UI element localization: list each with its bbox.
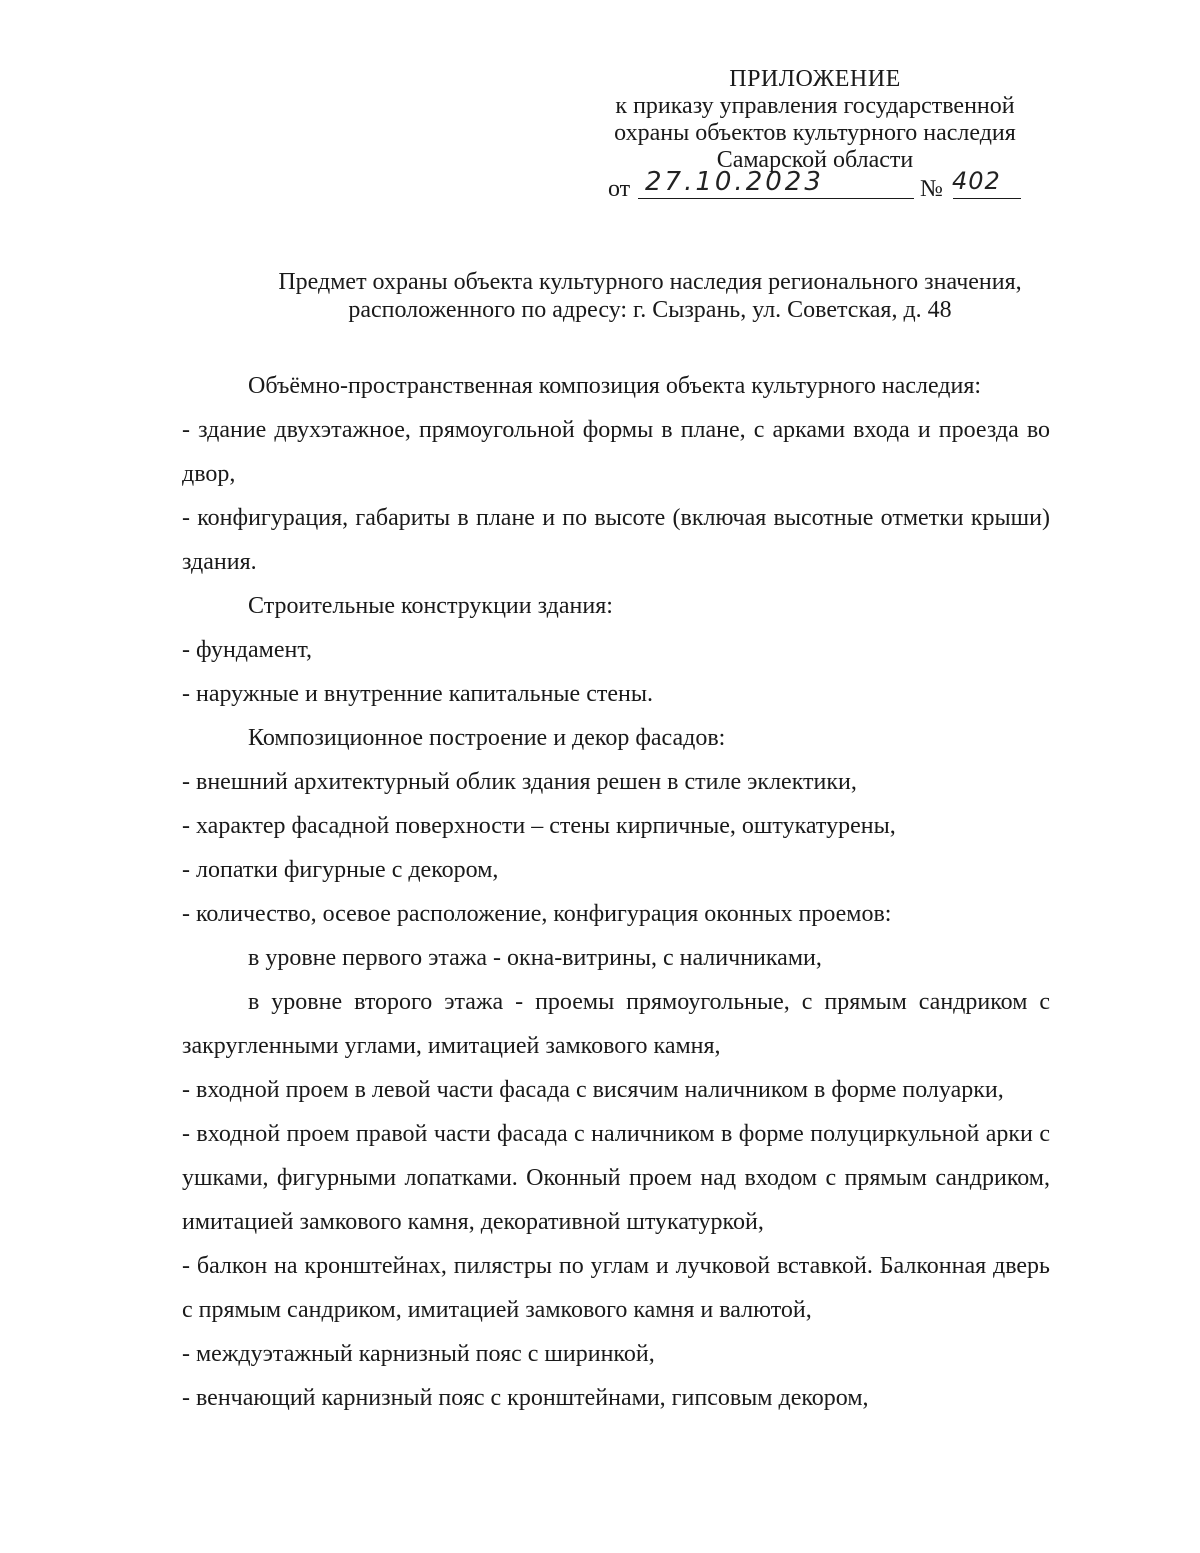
date-underline xyxy=(638,198,914,199)
date-prefix: от xyxy=(608,176,631,202)
list-item: - фундамент, xyxy=(182,637,313,663)
document-title xyxy=(180,268,1120,324)
appendix-line-3: Самарской области xyxy=(716,147,914,173)
list-item: - наружные и внутренние капитальные стены. xyxy=(182,681,653,707)
section-heading-composition: Объёмно-пространственная композиция объекта культурного наследия: xyxy=(248,373,982,399)
list-item: - внешний архитектурный облик здания решен в стиле эклектики, xyxy=(182,769,857,795)
list-item: - балкон на кронштейнах, пилястры по углам и лучковой вставкой. Балконная дверь с прямым сандриком, имитацией замкового камня и валютой, xyxy=(182,1253,1050,1323)
list-item: - здание двухэтажное, прямоугольной формы в плане, с арками входа и проезда во двор, xyxy=(182,417,1050,487)
sub-list-item: в уровне первого этажа - окна-витрины, с наличниками, xyxy=(248,945,822,971)
handwritten-number: 402 xyxy=(952,167,1001,195)
appendix-line-1: к приказу управления государственной xyxy=(615,93,1015,119)
list-item: - венчающий карнизный пояс с кронштейнами, гипсовым декором, xyxy=(182,1385,869,1411)
list-item: - входной проем в левой части фасада с висячим наличником в форме полуарки, xyxy=(182,1077,1004,1103)
list-item: - входной проем правой части фасада с наличником в форме полуциркульной арки с ушками, фигурными лопатками. Оконный проем над входом с прямым сандриком, имитацией замкового камня, декоративной штукатуркой, xyxy=(182,1121,1050,1235)
appendix-header xyxy=(590,66,1040,206)
document-title-line-2: расположенного по адресу: г. Сызрань, ул. Советская, д. 48 xyxy=(348,297,952,323)
sub-list-item: в уровне второго этажа - проемы прямоугольные, с прямым сандриком с закругленными углами, имитацией замкового камня, xyxy=(182,989,1050,1059)
list-item: - характер фасадной поверхности – стены кирпичные, оштукатурены, xyxy=(182,813,896,839)
list-item: - конфигурация, габариты в плане и по высоте (включая высотные отметки крыши) здания. xyxy=(182,505,1050,575)
number-underline xyxy=(953,198,1021,199)
list-item: - лопатки фигурные с декором, xyxy=(182,857,499,883)
order-date-number-row xyxy=(590,167,1040,206)
document-title-line-1: Предмет охраны объекта культурного наследия регионального значения, xyxy=(278,269,1022,295)
appendix-title: ПРИЛОЖЕНИЕ xyxy=(729,66,901,92)
number-prefix: № xyxy=(920,176,943,202)
list-item: - количество, осевое расположение, конфигурация оконных проемов: xyxy=(182,901,892,927)
handwritten-date: 27.10.2023 xyxy=(645,167,824,197)
document-body xyxy=(182,364,1050,1420)
section-heading-constructions: Строительные конструкции здания: xyxy=(248,593,613,619)
appendix-line-2: охраны объектов культурного наследия xyxy=(614,120,1016,146)
section-heading-facades: Композиционное построение и декор фасадов: xyxy=(248,725,726,751)
list-item: - междуэтажный карнизный пояс с ширинкой, xyxy=(182,1341,655,1367)
